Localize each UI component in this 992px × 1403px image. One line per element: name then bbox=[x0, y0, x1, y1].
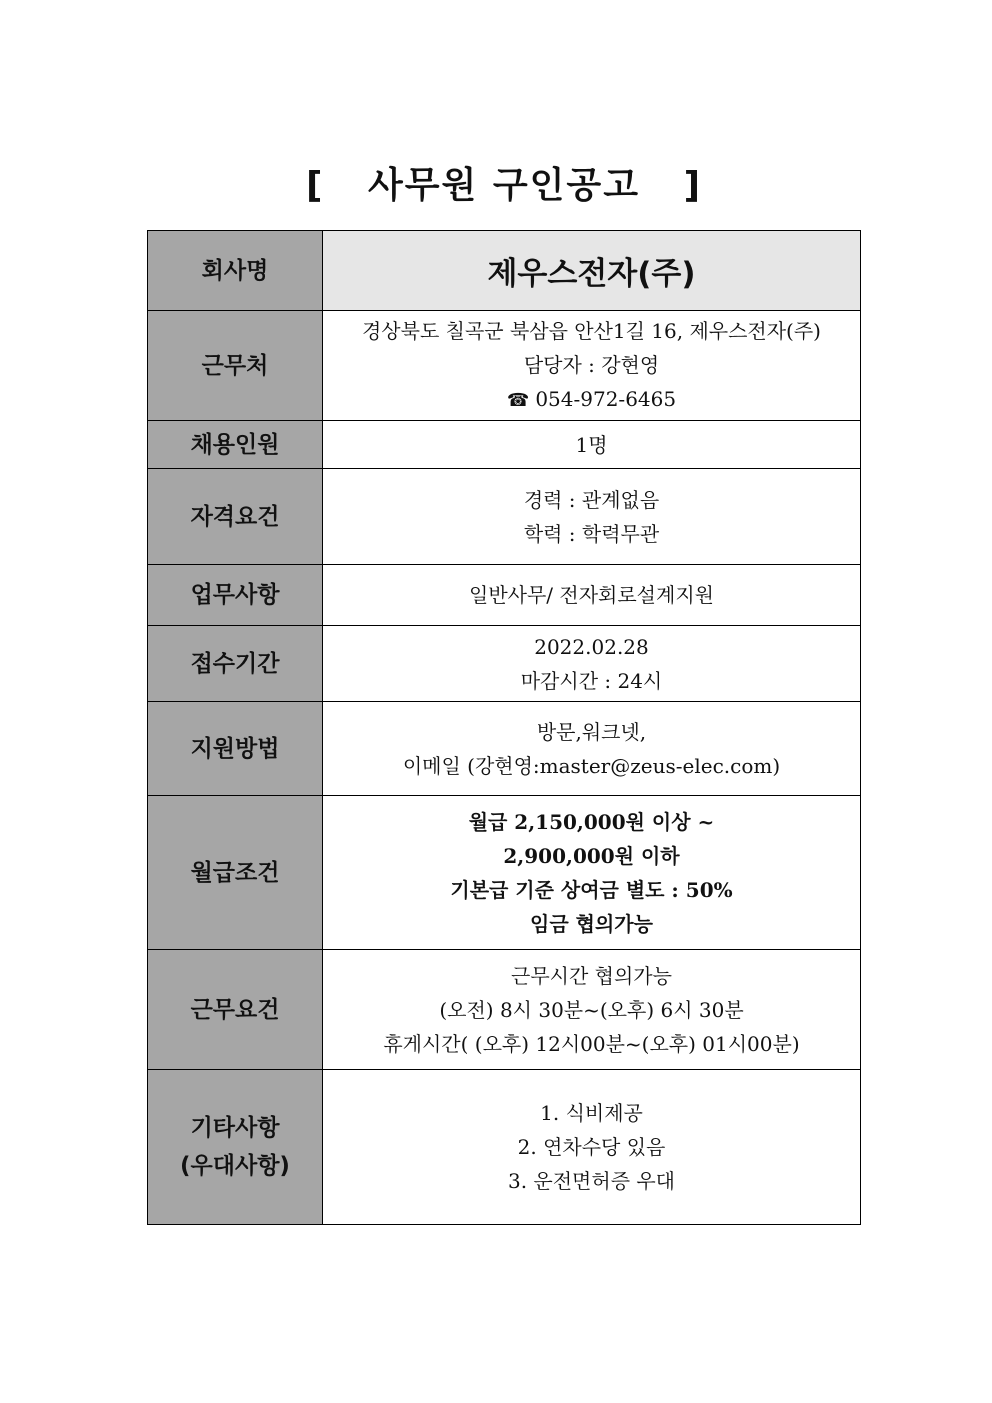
other-line: 1. 식비제공 bbox=[540, 1101, 643, 1125]
table-row-conditions bbox=[148, 950, 861, 1070]
other-label-line: 기타사항 bbox=[190, 1115, 280, 1141]
workplace-label: 근무처 bbox=[148, 311, 323, 421]
workplace-phone-line bbox=[323, 382, 860, 418]
workplace-address: 경상북도 칠곡군 북삼읍 안산1길 16, 제우스전자(주) bbox=[361, 318, 821, 343]
company-label: 회사명 bbox=[148, 231, 323, 311]
conditions-value bbox=[323, 950, 861, 1070]
table-row-other bbox=[148, 1070, 861, 1225]
other-label bbox=[148, 1070, 323, 1225]
headcount-value: 1명 bbox=[323, 421, 861, 469]
company-name: 제우스전자(주) bbox=[323, 231, 861, 311]
headcount-label: 채용인원 bbox=[148, 421, 323, 469]
period-value bbox=[323, 626, 861, 702]
conditions-line: 근무시간 협의가능 bbox=[511, 963, 672, 988]
salary-line: 기본급 기준 상여금 별도 : 50% bbox=[450, 877, 733, 902]
method-line: 방문,워크넷, bbox=[536, 719, 647, 744]
workplace-contact: 담당자 : 강현영 bbox=[523, 352, 660, 377]
period-date: 2022.02.28 bbox=[534, 634, 649, 659]
table-row-duties bbox=[148, 565, 861, 626]
table-row-workplace bbox=[148, 311, 861, 421]
salary-line: 2,900,000원 이하 bbox=[503, 843, 680, 868]
conditions-label: 근무요건 bbox=[148, 950, 323, 1070]
method-email: 이메일 (강현영:master@zeus-elec.com) bbox=[402, 753, 781, 778]
other-line: 3. 운전면허증 우대 bbox=[507, 1169, 676, 1193]
workplace-phone: 054-972-6465 bbox=[535, 386, 677, 411]
qualifications-label: 자격요건 bbox=[148, 469, 323, 565]
table-row-company bbox=[148, 231, 861, 311]
document-title: [ 사무원 구인공고 ] bbox=[305, 165, 703, 206]
other-value bbox=[323, 1070, 861, 1225]
table-row-salary bbox=[148, 796, 861, 950]
table-row-method bbox=[148, 702, 861, 796]
method-value bbox=[323, 702, 861, 796]
duties-value: 일반사무/ 전자회로설계지원 bbox=[323, 565, 861, 626]
conditions-line: 휴게시간( (오후) 12시00분~(오후) 01시00분) bbox=[383, 1031, 800, 1056]
qualification-line: 학력 : 학력무관 bbox=[523, 521, 660, 546]
salary-value bbox=[323, 796, 861, 950]
duties-label: 업무사항 bbox=[148, 565, 323, 626]
table-row-headcount bbox=[148, 421, 861, 469]
other-line: 2. 연차수당 있음 bbox=[517, 1135, 666, 1159]
qualification-line: 경력 : 관계없음 bbox=[523, 487, 660, 512]
table-row-qualifications bbox=[148, 469, 861, 565]
table-row-period bbox=[148, 626, 861, 702]
qualifications-value bbox=[323, 469, 861, 565]
salary-line: 월급 2,150,000원 이상 ~ bbox=[468, 809, 715, 834]
job-posting-table bbox=[147, 230, 861, 1225]
phone-icon: ☎ bbox=[506, 389, 530, 411]
other-label-sub: (우대사항) bbox=[180, 1153, 290, 1179]
conditions-line: (오전) 8시 30분~(오후) 6시 30분 bbox=[439, 997, 744, 1022]
period-deadline: 마감시간 : 24시 bbox=[520, 668, 663, 693]
method-label: 지원방법 bbox=[148, 702, 323, 796]
workplace-value bbox=[323, 311, 861, 421]
salary-line: 임금 협의가능 bbox=[530, 911, 653, 936]
salary-label: 월급조건 bbox=[148, 796, 323, 950]
period-label: 접수기간 bbox=[148, 626, 323, 702]
